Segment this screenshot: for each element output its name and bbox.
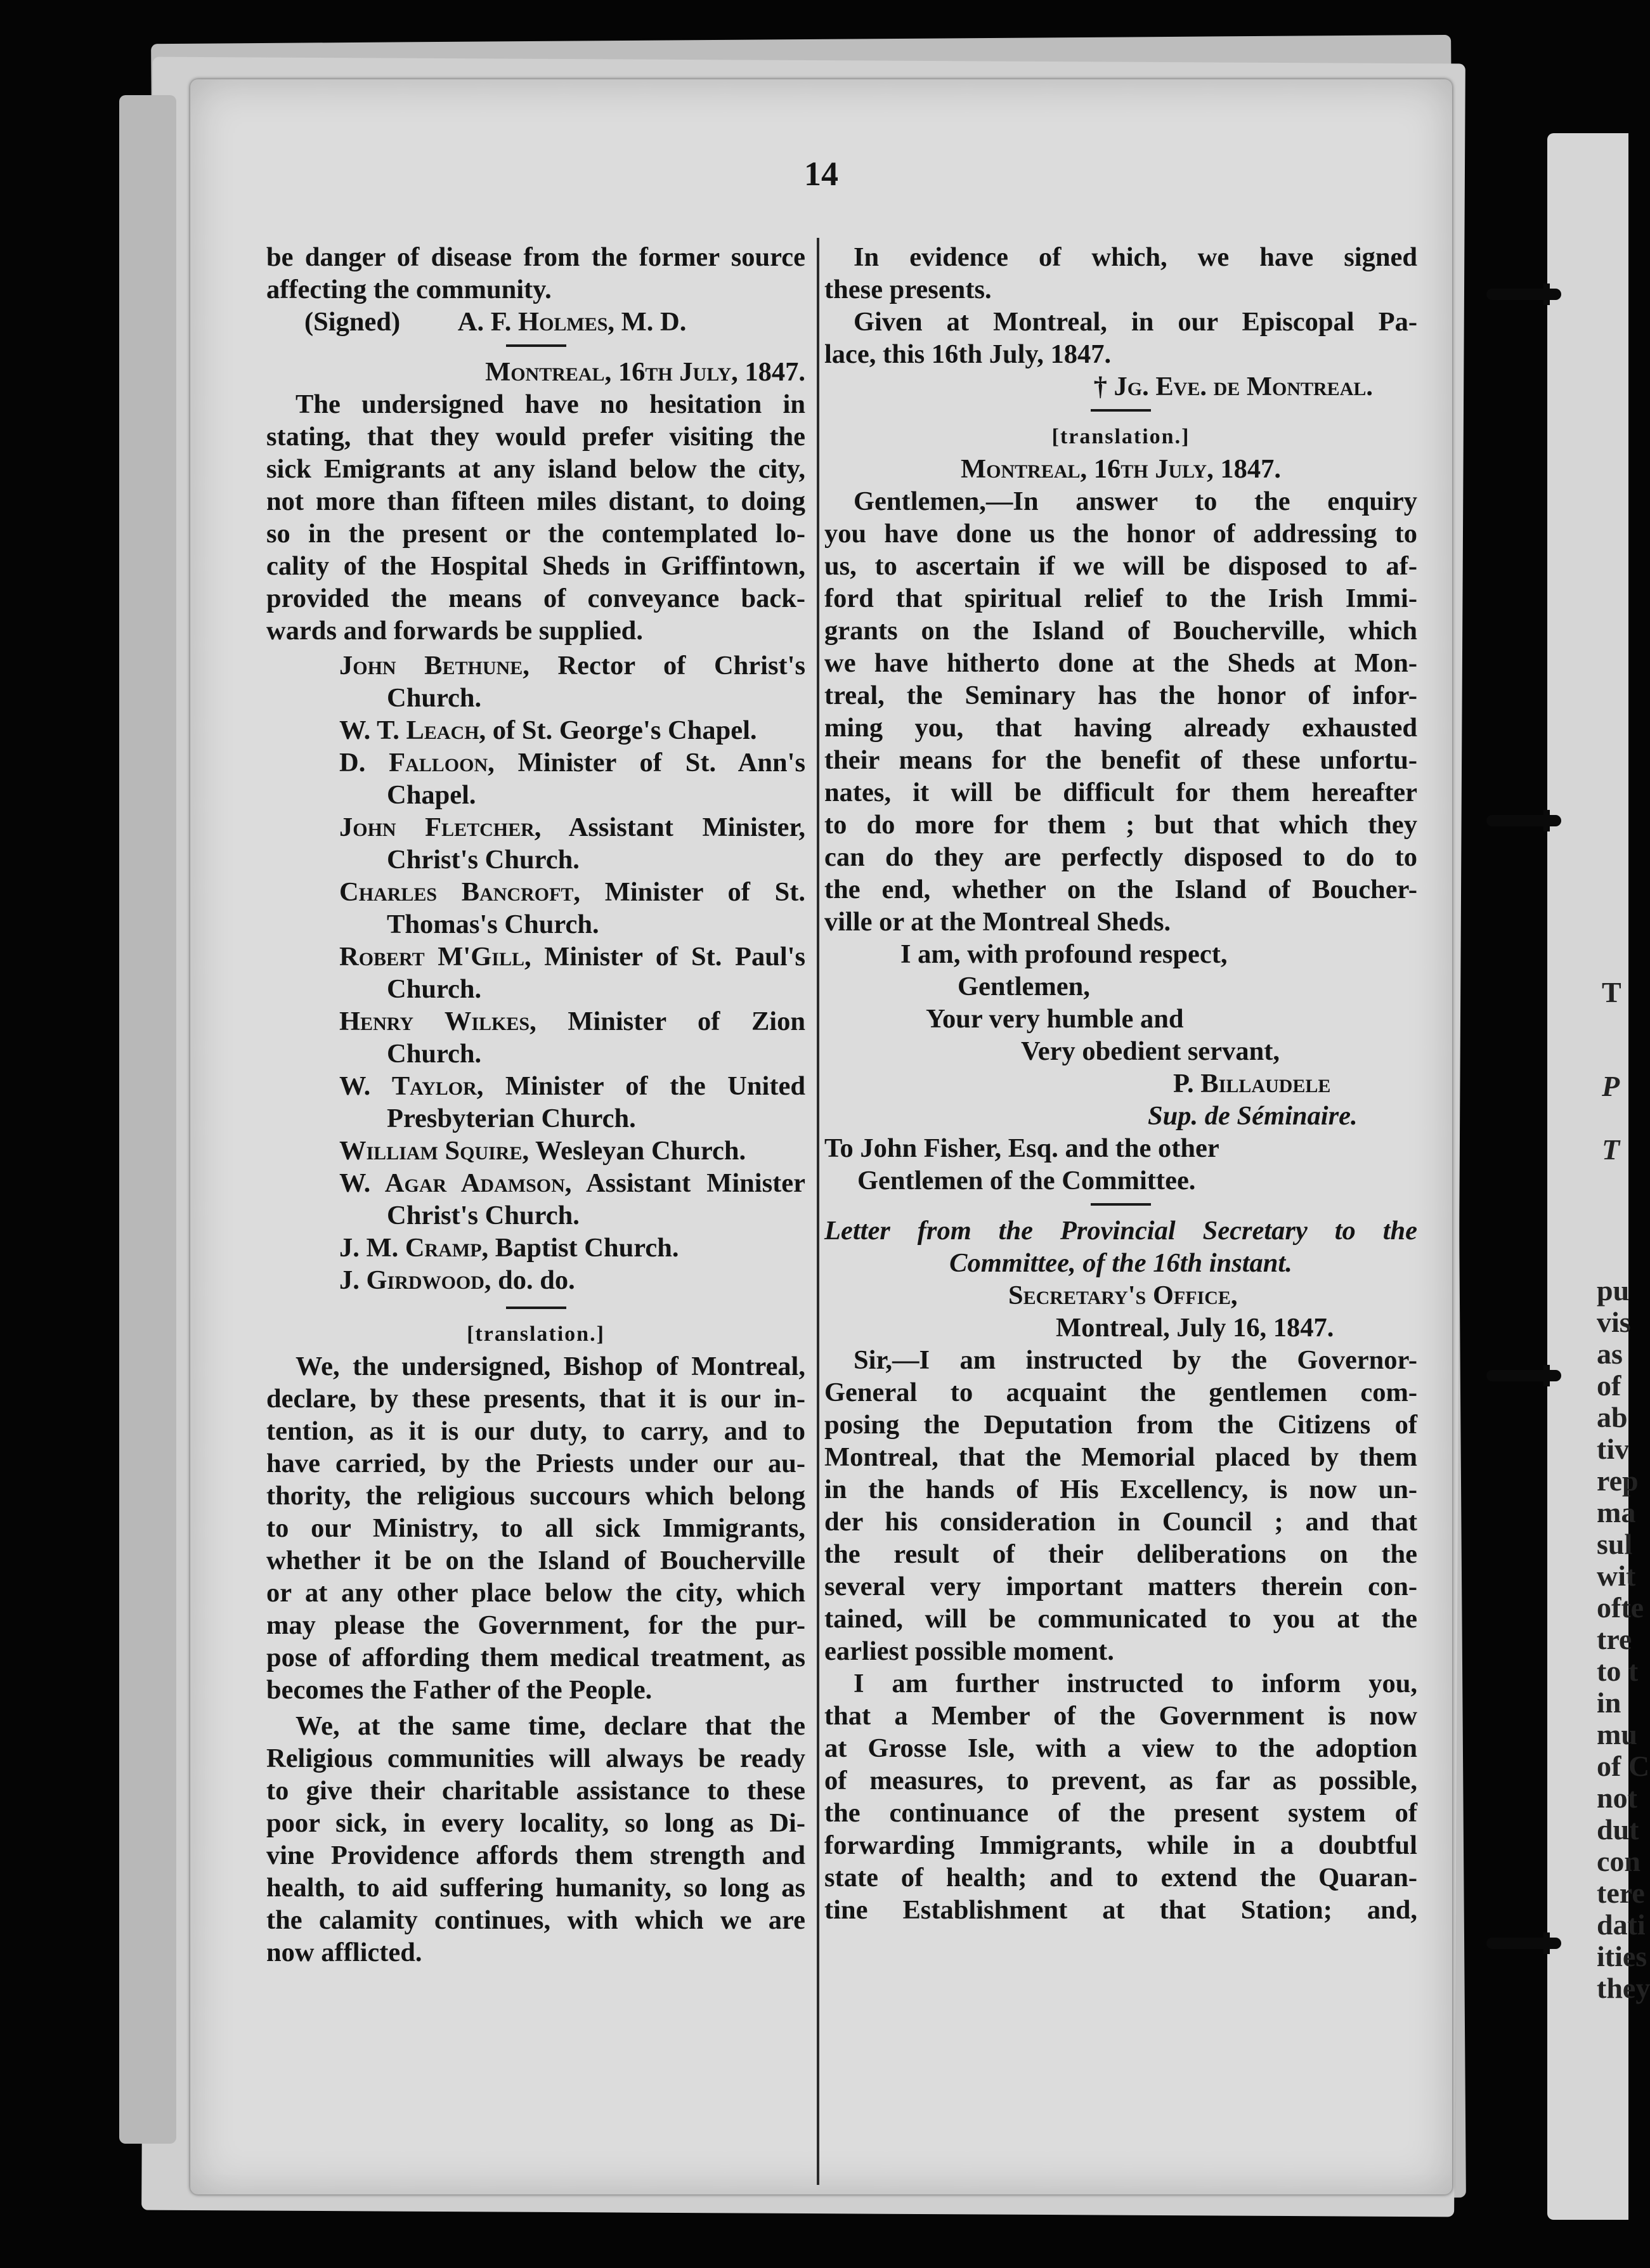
closing-line: Very obedient servant, [1021,1036,1280,1066]
right-column [824,241,1417,1926]
signed-label: (Signed) [304,307,401,337]
signatory-line [266,1135,805,1167]
text-line: these presents. [824,275,992,304]
secretary-letter [824,1344,1417,1926]
neighbor-fragment: T [1602,976,1621,1008]
back-sheet-edge [119,95,176,2144]
signatory-line [266,1167,805,1199]
closing-line: Your very humble and [926,1004,1184,1034]
text-line: thority, the religious succours which belong [266,1481,805,1511]
text-line: Sir,—I am instructed by the Governor- [854,1345,1417,1375]
column-divider [817,238,819,2185]
signatory-role: Rector of Christ's [557,651,805,681]
signatory-name: Henry Wilkes, [339,1007,536,1036]
left-column [266,241,805,1969]
signatory-entry [266,1264,805,1296]
text-line: earliest possible moment. [824,1636,1114,1666]
neighbor-fragment: tere [1597,1877,1645,1909]
neighbor-fragment: dati [1597,1908,1646,1941]
neighbor-fragment: ab [1597,1401,1628,1433]
neighbor-fragment: vis [1597,1306,1631,1338]
text-line: to do more for them ; but that which they [824,810,1417,840]
signatory-entry [266,811,805,876]
text-line: stating, that they would prefer visiting the [266,422,805,452]
text-line: whether it be on the Island of Boucherville [266,1546,805,1575]
neighbor-fragment: con [1597,1845,1640,1877]
signatory-name: J. M. Cramp, [339,1233,489,1263]
text-line: can do they are perfectly disposed to do to [824,842,1417,872]
text-line: to give their charitable assistance to these [266,1776,805,1806]
signatory-entry [266,1167,805,1232]
text-line: ville or at the Montreal Sheds. [824,907,1171,937]
text-line: forwarding Immigrants, while in a doubtful [824,1830,1417,1860]
signatory-role-continued: Christ's Church. [387,845,580,875]
text-line: in the hands of His Excellency, is now un- [824,1475,1417,1504]
text-line: affecting the community. [266,275,552,304]
seminary-signature: P. Billaudele [1173,1069,1331,1098]
letter-title: Committee, of the 16th instant. [949,1248,1292,1278]
signatory-role: Minister of Zion [568,1007,805,1036]
binding-clip [1486,815,1561,826]
signatory-role: Assistant Minister, [568,812,805,842]
text-line: Religious communities will always be ready [266,1743,805,1773]
text-line: ford that spiritual relief to the Irish Immi- [824,583,1417,613]
text-line: that a Member of the Government is now [824,1701,1417,1731]
signatory-role-continued: Chapel. [387,780,476,810]
signatory-role-continued: Church. [387,974,482,1004]
seminary-letter [824,485,1417,938]
text-line: We, the undersigned, Bishop of Montreal, [296,1352,805,1381]
signatory-line [266,1070,805,1102]
text-line: der his consideration in Council ; and that [824,1507,1417,1537]
text-line: tention, as it is our duty, to carry, and to [266,1416,805,1446]
text-line: now afflicted. [266,1938,422,1967]
signatory-role-continued: Presbyterian Church. [387,1104,636,1133]
signatory-role: of St. George's Chapel. [492,715,757,745]
text-line: or at any other place below the city, which [266,1578,805,1608]
signatory-line [266,1232,805,1264]
signatory-name: D. Falloon, [339,748,495,778]
binding-clip [1486,1938,1561,1949]
signatory-role: do. do. [498,1265,575,1295]
neighbor-fragment: ma [1597,1496,1636,1528]
text-line: ming you, that having already exhausted [824,713,1417,743]
addressee-line: Gentlemen of the Committee. [857,1166,1196,1196]
signatory-name: John Fletcher, [339,812,542,842]
signatory-name: W. T. Leach, [339,715,486,745]
neighbor-fragment: sul [1597,1528,1633,1560]
neighbor-fragment: mu [1597,1718,1637,1750]
neighbor-fragment: pu [1597,1274,1630,1307]
text-line: the result of their deliberations on the [824,1539,1417,1569]
text-line: wards and forwards be supplied. [266,616,643,646]
neighbor-fragment: ities [1597,1940,1647,1972]
signatory-role-continued: Church. [387,683,482,713]
signatory-line [266,1264,805,1296]
text-line: posing the Deputation from the Citizens of [824,1410,1417,1440]
communities-paragraph [266,1710,805,1969]
text-line: not more than fifteen miles distant, to doing [266,486,805,516]
neighbor-fragment: to t [1597,1655,1639,1687]
signatory-entry [266,746,805,811]
text-line: General to acquaint the gentlemen com- [824,1378,1417,1407]
text-line: provided the means of conveyance back- [266,583,805,613]
signatory-name: W. Taylor, [339,1071,484,1101]
text-line: we have hitherto done at the Sheds at Mon- [824,648,1417,678]
signatory-name: John Bethune, [339,651,529,681]
text-line: cality of the Hospital Sheds in Griffintown, [266,551,805,581]
text-line: the continuance of the present system of [824,1798,1417,1828]
dateline: Montreal, 16th July, 1847. [485,357,805,387]
text-line: poor sick, in every locality, so long as Di- [266,1808,805,1838]
signatory-entry [266,649,805,714]
text-line: us, to ascertain if we will be disposed to af- [824,551,1417,581]
neighbor-fragment: rep [1597,1464,1639,1497]
signatory-name: Robert M'Gill, [339,942,531,972]
letter-title: Letter from the Provincial Secretary to the [824,1216,1417,1246]
signatory-entry [266,1070,805,1135]
text-line: health, to aid suffering humanity, so long as [266,1873,805,1903]
signatory-list [266,649,805,1296]
holmes-signature [266,306,805,338]
text-line: the calamity continues, with which we are [266,1905,805,1935]
text-line: have carried, by the Priests under our au- [266,1449,805,1478]
neighbor-fragment: they [1597,1972,1650,2004]
signatory-name: William Squire, [339,1136,529,1166]
signatory-role: Assistant Minister [585,1168,805,1198]
signatory-role: Wesleyan Church. [535,1136,746,1166]
neighbor-fragment: in [1597,1686,1621,1719]
signatory-line [266,811,805,844]
page-number: 14 [804,155,838,193]
office-heading: Secretary's Office, [1008,1281,1238,1310]
binding-clip [1486,289,1561,300]
binding-clip [1486,1370,1561,1381]
text-line: tine Establishment at that Station; and, [824,1895,1417,1925]
text-line: I am further instructed to inform you, [854,1669,1417,1698]
signatory-role-continued: Church. [387,1039,482,1069]
signatory-entry [266,941,805,1005]
neighbor-fragment: as [1597,1338,1623,1370]
text-line: Montreal, that the Memorial placed by them [824,1442,1417,1472]
signatory-line [266,746,805,779]
text-line: declare, by these presents, that it is our in- [266,1384,805,1414]
signatory-line [266,941,805,973]
text-line: state of health; and to extend the Quaran- [824,1863,1417,1893]
signatory-role-continued: Thomas's Church. [387,909,599,939]
signatory-role: Minister of St. Paul's [544,942,805,972]
addressee-line: To John Fisher, Esq. and the other [824,1133,1219,1163]
text-line: Given at Montreal, in our Episcopal Pa- [854,307,1417,337]
text-line: becomes the Father of the People. [266,1675,653,1705]
signatory-entry [266,876,805,941]
neighbor-fragment: tre [1597,1623,1632,1655]
text-line: sick Emigrants at any island below the city, [266,454,805,484]
text-line: of measures, to prevent, as far as possible, [824,1766,1417,1796]
text-line: pose of affording them medical treatment, as [266,1643,805,1672]
neighbor-fragment: T [1602,1133,1620,1166]
closing-line: I am, with profound respect, [900,939,1228,969]
signatory-line [266,1005,805,1038]
signatory-role: Minister of the United [505,1071,805,1101]
neighbor-fragment: tiv [1597,1433,1630,1465]
text-line: nates, it will be difficult for them hereafter [824,778,1417,807]
seminary-title: Sup. de Séminaire. [1148,1101,1358,1131]
closing-line: Gentlemen, [958,972,1090,1001]
text-line: Gentlemen,—In answer to the enquiry [854,486,1417,516]
neighbor-fragment: P [1602,1070,1620,1102]
text-line: The undersigned have no hesitation in [296,389,805,419]
text-line: at Grosse Isle, with a view to the adoption [824,1733,1417,1763]
neighbor-fragment: wit [1597,1560,1636,1592]
neighbor-fragment: of [1597,1369,1621,1402]
text-line: be danger of disease from the former source [266,242,805,272]
text-line: vine Providence affords them strength and [266,1841,805,1870]
section-rule [1091,1203,1151,1206]
signatory-entry [266,1232,805,1264]
signatory-name: W. Agar Adamson, [339,1168,572,1198]
translation-heading: [translation.] [467,1322,605,1346]
bishop-signature: † Jg. Eve. de Montreal. [1093,372,1373,401]
clergy-statement [266,388,805,647]
signatory-line [266,714,805,746]
signatory-role: Baptist Church. [495,1233,679,1263]
text-line: tained, will be communicated to you at the [824,1604,1417,1634]
signatory-role: Minister of St. Ann's [517,748,805,778]
translation-heading: [translation.] [1051,425,1190,448]
section-rule [506,344,566,347]
text-line: grants on the Island of Boucherville, which [824,616,1417,646]
neighbor-fragment: dut [1597,1813,1639,1846]
signatory-name: Charles Bancroft, [339,877,581,907]
text-line: We, at the same time, declare that the [296,1711,805,1741]
dateline: Montreal, 16th July, 1847. [961,454,1281,484]
text-line: their means for the benefit of these unfortu- [824,745,1417,775]
text-line: so in the present or the contemplated lo- [266,519,805,549]
bishop-declaration [266,1350,805,1706]
neighbor-fragment-stack [1597,1275,1650,2004]
signatory-line [266,876,805,908]
text-line: to our Ministry, to all sick Immigrants, [266,1513,805,1543]
neighbor-fragment: of C [1597,1750,1650,1782]
office-date: Montreal, July 16, 1847. [1056,1313,1334,1343]
signatory-name: A. F. Holmes, M. D. [457,307,687,337]
section-rule [506,1307,566,1309]
signatory-entry [266,714,805,746]
signatory-line [266,649,805,682]
signatory-entry [266,1135,805,1167]
neighbor-fragment: ofte [1597,1591,1644,1624]
signatory-role-continued: Christ's Church. [387,1201,580,1230]
text-line: several very important matters therein con- [824,1572,1417,1601]
text-line: lace, this 16th July, 1847. [824,339,1112,369]
text-line: In evidence of which, we have signed [854,242,1417,272]
neighbor-page [1547,133,1650,2220]
signatory-entry [266,1005,805,1070]
text-line: may please the Government, for the pur- [266,1610,805,1640]
signatory-role: Minister of St. [604,877,805,907]
neighbor-fragment: not [1597,1782,1637,1814]
text-line: you have done us the honor of addressing to [824,519,1417,549]
section-rule [1091,409,1151,412]
text-line: treal, the Seminary has the honor of infor- [824,681,1417,710]
signatory-name: J. Girdwood, [339,1265,491,1295]
document-page [190,79,1452,2194]
text-line: the end, whether on the Island of Boucher- [824,875,1417,904]
